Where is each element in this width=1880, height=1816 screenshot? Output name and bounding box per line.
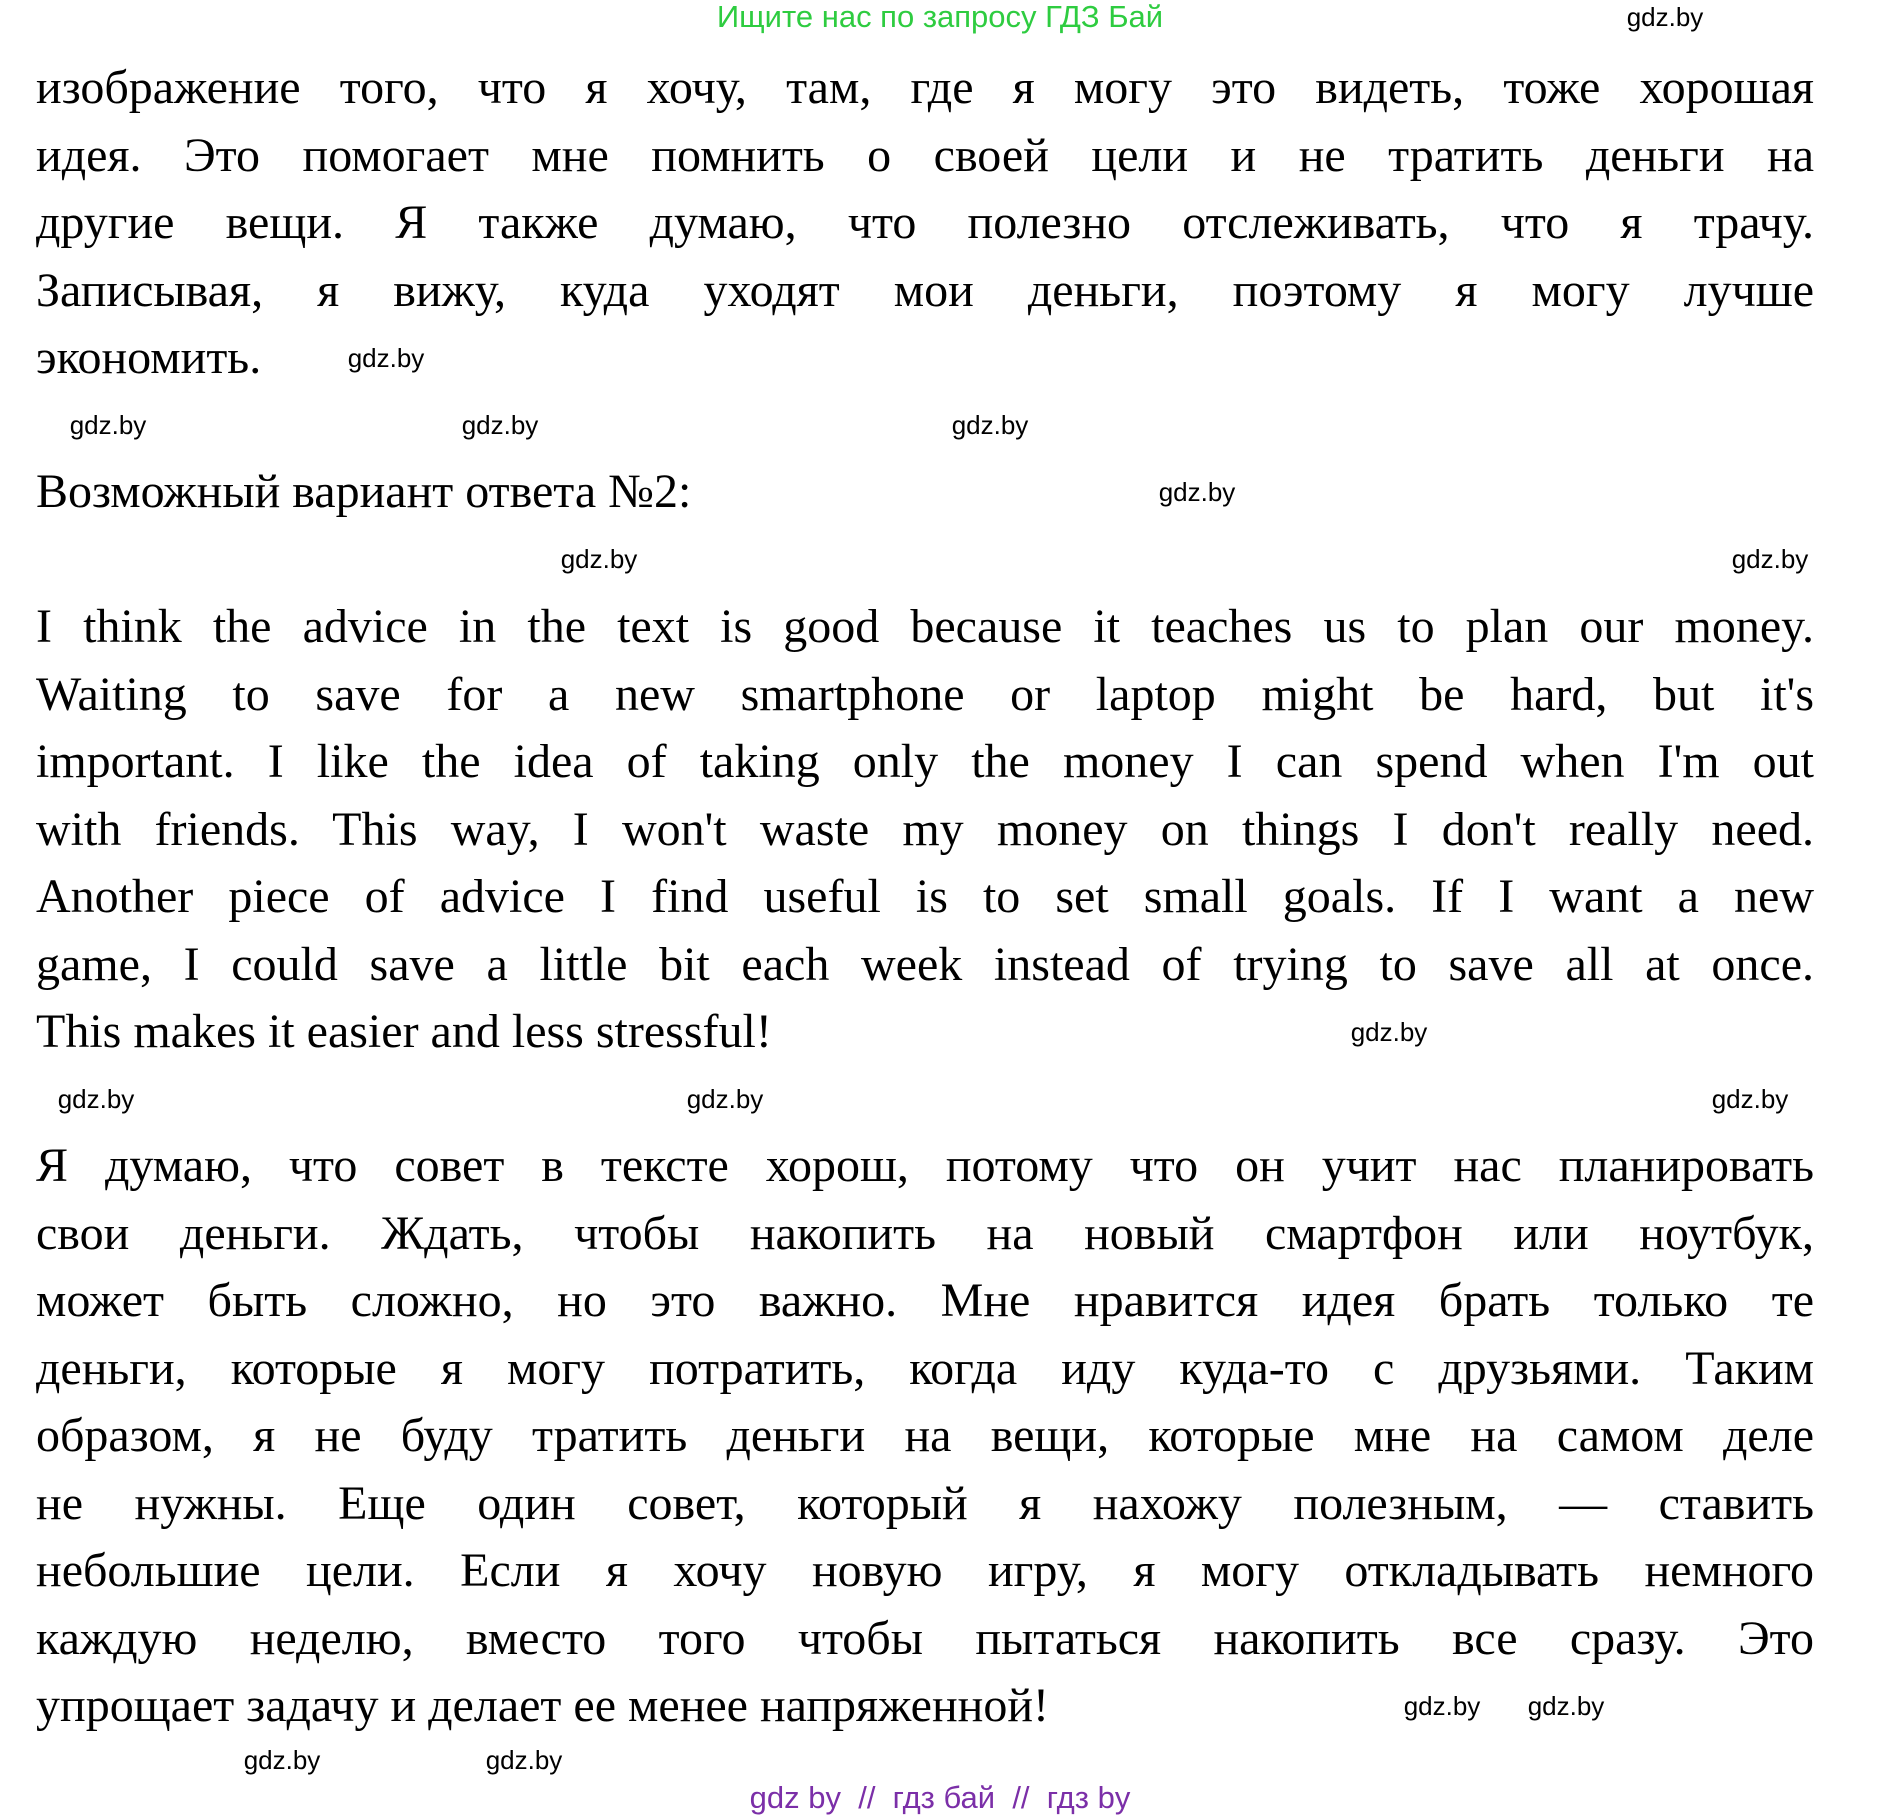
text-line: образом, я не буду тратить деньги на вещи, которые мне на самом деле xyxy=(36,1409,1814,1462)
watermark: gdz.by xyxy=(686,1084,764,1114)
watermark: gdz.by xyxy=(57,1084,135,1114)
watermark: gdz.by xyxy=(1158,477,1236,507)
text-line: изображение того, что я хочу, там, где я могу это видеть, тоже хорошая xyxy=(36,61,1814,114)
watermark: gdz.by xyxy=(1350,1017,1428,1047)
watermark: gdz.by xyxy=(243,1745,321,1775)
text-line: game, I could save a little bit each week instead of trying to save all at once. xyxy=(36,937,1814,991)
watermark: gdz.by xyxy=(560,544,638,574)
watermark: gdz.by xyxy=(1403,1691,1481,1721)
watermark: gdz.by xyxy=(1711,1084,1789,1114)
text-line: небольшие цели. Если я хочу новую игру, я могу откладывать немного xyxy=(36,1544,1814,1597)
text-line: Записывая, я вижу, куда уходят мои деньги, поэтому я могу лучше xyxy=(36,263,1814,317)
text-line: Waiting to save for a new smartphone or laptop might be hard, but it's xyxy=(36,667,1814,721)
text-line: I think the advice in the text is good because it teaches us to plan our money. xyxy=(36,600,1814,653)
watermark: gdz.by xyxy=(951,410,1029,440)
text-line: другие вещи. Я также думаю, что полезно отслеживать, что я трачу. xyxy=(36,196,1814,249)
text-line: экономить. xyxy=(36,331,262,384)
watermark: gdz.by xyxy=(69,410,147,440)
watermark: gdz.by xyxy=(347,343,425,373)
search-banner: Ищите нас по запросу ГДЗ Бай xyxy=(716,0,1164,34)
watermark: gdz.by xyxy=(1527,1691,1605,1721)
text-line: Another piece of advice I find useful is to set small goals. If I want a new xyxy=(36,870,1814,923)
footer-links: gdz by // гдз бай // гдз by xyxy=(749,1780,1131,1815)
watermark: gdz.by xyxy=(461,410,539,440)
paragraph-russian-continuation xyxy=(36,54,1814,392)
text-line: может быть сложно, но это важно. Мне нравится идея брать только те xyxy=(36,1274,1814,1327)
answer-heading: Возможный вариант ответа №2: xyxy=(36,465,692,518)
text-line: свои деньги. Ждать, чтобы накопить на новый смартфон или ноутбук, xyxy=(36,1206,1814,1260)
text-line: не нужны. Еще один совет, который я нахожу полезным, — ставить xyxy=(36,1476,1814,1530)
text-line: important. I like the idea of taking only the money I can spend when I'm out xyxy=(36,735,1814,788)
paragraph-russian-translation xyxy=(36,1132,1814,1740)
watermark: gdz.by xyxy=(485,1745,563,1775)
text-line: каждую неделю, вместо того чтобы пытаться накопить все сразу. Это xyxy=(36,1611,1814,1665)
text-line: упрощает задачу и делает ее менее напряженной! xyxy=(36,1679,1049,1732)
paragraph-english-answer xyxy=(36,593,1814,1066)
text-line: Я думаю, что совет в тексте хорош, потому что он учит нас планировать xyxy=(36,1139,1814,1192)
text-line: деньги, которые я могу потратить, когда иду куда-то с друзьями. Таким xyxy=(36,1341,1814,1395)
watermark: gdz.by xyxy=(1626,2,1704,32)
text-line: This makes it easier and less stressful! xyxy=(36,1005,772,1058)
text-line: with friends. This way, I won't waste my money on things I don't really need. xyxy=(36,802,1814,856)
text-line: идея. Это помогает мне помнить о своей цели и не тратить деньги на xyxy=(36,128,1814,182)
watermark: gdz.by xyxy=(1731,544,1809,574)
